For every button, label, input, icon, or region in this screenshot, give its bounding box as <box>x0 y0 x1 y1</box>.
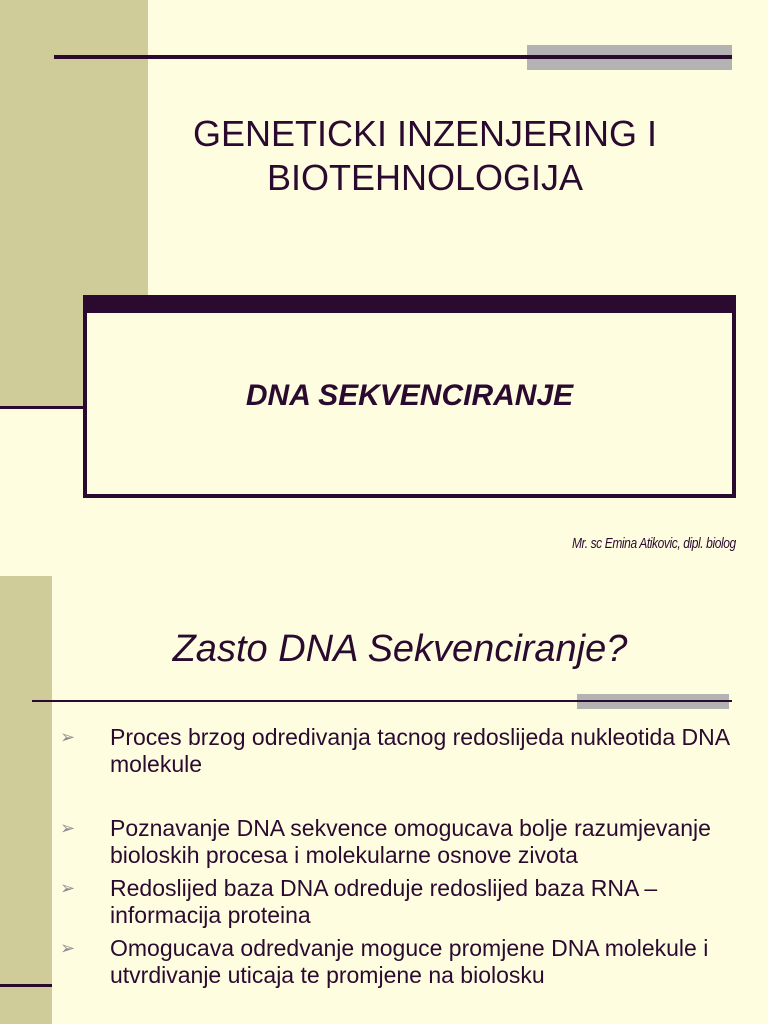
arrow-bullet-icon: ➢ <box>60 938 76 958</box>
list-item-text: Redoslijed baza DNA odreduje redoslijed baza RNA – informacija proteina <box>110 875 658 928</box>
arrow-bullet-icon: ➢ <box>60 818 76 838</box>
arrow-bullet-icon: ➢ <box>60 727 76 747</box>
bullet-list <box>58 724 758 995</box>
top-grey-bar <box>527 45 732 70</box>
slide-main-title <box>120 112 730 200</box>
slide-heading: Zasto DNA Sekvenciranje? <box>172 628 628 670</box>
heading-grey-bar <box>577 694 729 709</box>
title-line-2: BIOTEHNOLOGIJA <box>266 157 584 198</box>
title-line-1: GENETICKI INZENJERING I <box>192 113 658 154</box>
list-item-text: Omogucava odredvanje moguce promjene DNA molekule i utvrdivanje uticaja te promjene na biolosku <box>110 935 709 988</box>
list-item <box>58 935 758 989</box>
list-item-text: Poznavanje DNA sekvence omogucava bolje razumjevanje bioloskih procesa i molekularne osnove zivota <box>110 815 711 868</box>
subtitle-box <box>83 295 736 498</box>
list-item <box>58 724 758 778</box>
slide-sidebar-decoration <box>0 576 52 1024</box>
list-item-text: Proces brzog odredivanja tacnog redoslijeda nukleotida DNA molekule <box>110 724 729 777</box>
slide-subtitle: DNA SEKVENCIRANJE <box>245 379 574 412</box>
list-item <box>58 875 758 929</box>
slide-why-sequencing <box>0 576 768 1024</box>
author-credit: Mr. sc Emina Atikovic, dipl. biolog <box>572 535 736 552</box>
left-rule <box>0 984 52 987</box>
list-item <box>58 815 758 869</box>
left-rule <box>0 406 86 409</box>
arrow-bullet-icon: ➢ <box>60 878 76 898</box>
